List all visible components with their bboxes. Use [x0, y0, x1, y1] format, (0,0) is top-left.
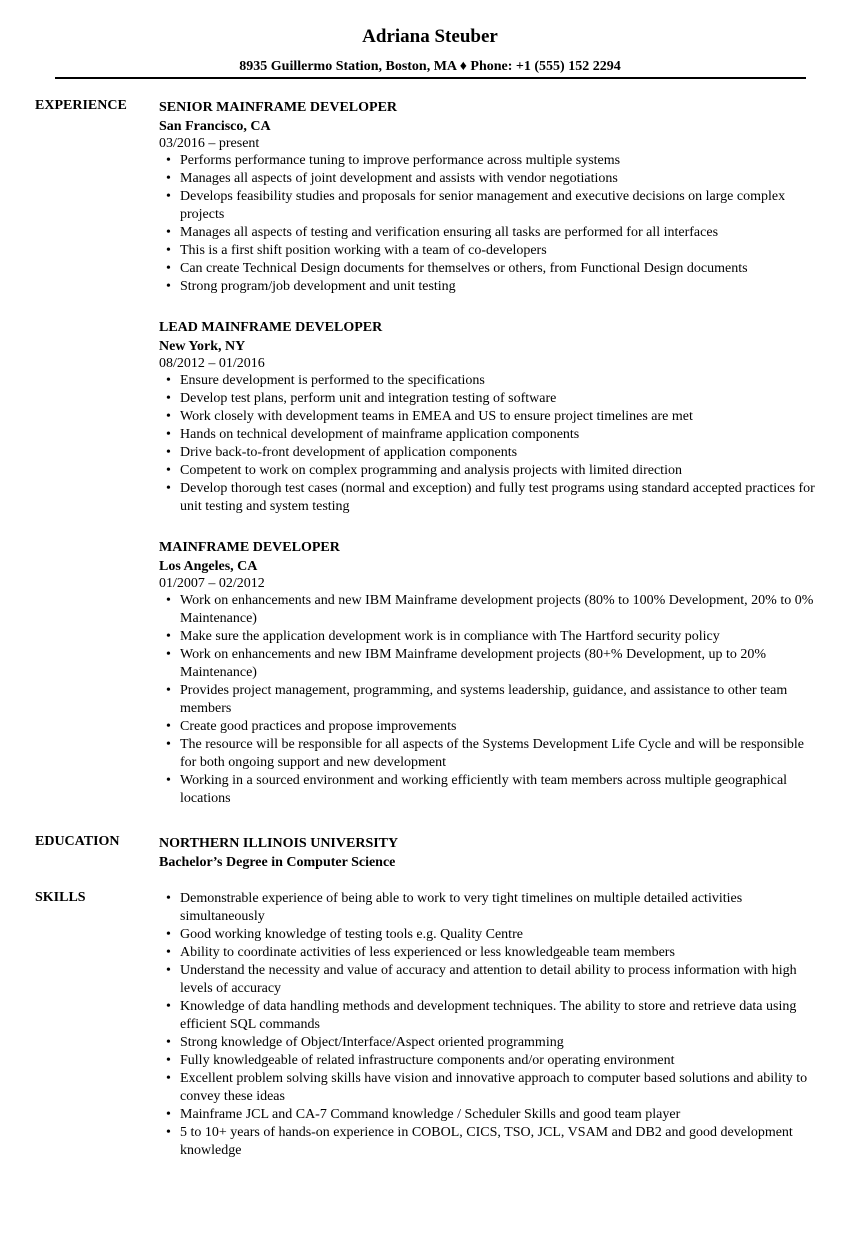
- bullet-item: • This is a first shift position working with a team of co-developers: [180, 242, 815, 260]
- bullet-item: • Develop test plans, perform unit and integration testing of software: [180, 390, 815, 408]
- school-name: NORTHERN ILLINOIS UNIVERSITY: [159, 836, 399, 851]
- job-entry: [159, 318, 815, 516]
- bullet-item: • Manages all aspects of joint development and assists with vendor negotiations: [180, 170, 815, 188]
- job-dates: 03/2016 – present: [159, 136, 260, 151]
- bullet-item: • Can create Technical Design documents for themselves or others, from Functional Design documents: [180, 260, 815, 278]
- skill-item: • Knowledge of data handling methods and development techniques. The ability to store and retrieve data using efficient SQL commands: [180, 998, 815, 1034]
- degree: Bachelor’s Degree in Computer Science: [159, 855, 396, 870]
- skill-item: • Demonstrable experience of being able to work to very tight timelines on multiple detailed activities simultaneously: [180, 890, 815, 926]
- job-entry: [159, 538, 815, 808]
- job-entry: [159, 98, 815, 296]
- experience-section: [35, 98, 815, 830]
- section-label-experience: EXPERIENCE: [35, 98, 127, 113]
- bullet-item: • Create good practices and propose improvements: [180, 718, 815, 736]
- job-bullets: [159, 592, 815, 808]
- skill-item: • Fully knowledgeable of related infrastructure components and/or operating environment: [180, 1052, 815, 1070]
- skill-item: • Good working knowledge of testing tools e.g. Quality Centre: [180, 926, 815, 944]
- skill-item: • Ability to coordinate activities of less experienced or less knowledgeable team members: [180, 944, 815, 962]
- bullet-item: • Ensure development is performed to the specifications: [180, 372, 815, 390]
- bullet-item: • Develop thorough test cases (normal and exception) and fully test programs using standard accepted practices for unit testing and system testing: [180, 480, 815, 516]
- job-title: LEAD MAINFRAME DEVELOPER: [159, 320, 383, 335]
- section-label-skills: SKILLS: [35, 890, 86, 905]
- bullet-item: • Manages all aspects of testing and verification ensuring all tasks are performed for all interfaces: [180, 224, 815, 242]
- job-title: MAINFRAME DEVELOPER: [159, 540, 340, 555]
- section-label-education: EDUCATION: [35, 834, 120, 849]
- bullet-item: • Working in a sourced environment and working efficiently with team members across multiple geographical locations: [180, 772, 815, 808]
- bullet-item: • Work on enhancements and new IBM Mainframe development projects (80% to 100% Development, 20% to 0% Maintenance): [180, 592, 815, 628]
- skills-section: [35, 890, 815, 1160]
- bullet-item: • Strong program/job development and unit testing: [180, 278, 815, 296]
- bullet-item: • Performs performance tuning to improve performance across multiple systems: [180, 152, 815, 170]
- experience-list: [159, 98, 815, 808]
- skill-item: • Excellent problem solving skills have vision and innovative approach to computer based solutions and ability to convey these ideas: [180, 1070, 815, 1106]
- header-divider: [55, 77, 806, 79]
- candidate-name: Adriana Steuber: [362, 26, 498, 47]
- job-location: New York, NY: [159, 339, 246, 354]
- job-dates: 01/2007 – 02/2012: [159, 576, 265, 591]
- bullet-item: • Develops feasibility studies and proposals for senior management and executive decisions on large complex projects: [180, 188, 815, 224]
- bullet-item: • Hands on technical development of mainframe application components: [180, 426, 815, 444]
- skills-list: [159, 890, 815, 1160]
- job-dates: 08/2012 – 01/2016: [159, 356, 265, 371]
- skill-item: • Understand the necessity and value of accuracy and attention to detail ability to process information with high levels of accuracy: [180, 962, 815, 998]
- job-location: San Francisco, CA: [159, 119, 271, 134]
- bullet-item: • Work on enhancements and new IBM Mainframe development projects (80+% Development, up to 20% Maintenance): [180, 646, 815, 682]
- bullet-item: • Drive back-to-front development of application components: [180, 444, 815, 462]
- bullet-item: • Make sure the application development work is in compliance with The Hartford security policy: [180, 628, 815, 646]
- job-bullets: [159, 372, 815, 516]
- skill-item: • Strong knowledge of Object/Interface/Aspect oriented programming: [180, 1034, 815, 1052]
- bullet-item: • The resource will be responsible for all aspects of the Systems Development Life Cycle and will be responsible for both ongoing support and new development: [180, 736, 815, 772]
- bullet-item: • Provides project management, programming, and systems leadership, guidance, and assistance to other team members: [180, 682, 815, 718]
- bullet-item: • Competent to work on complex programming and analysis projects with limited direction: [180, 462, 815, 480]
- contact-info: 8935 Guillermo Station, Boston, MA ♦ Phone: +1 (555) 152 2294: [239, 59, 621, 74]
- skill-item: • 5 to 10+ years of hands-on experience in COBOL, CICS, TSO, JCL, VSAM and DB2 and good development knowledge: [180, 1124, 815, 1160]
- bullet-item: • Work closely with development teams in EMEA and US to ensure project timelines are met: [180, 408, 815, 426]
- job-title: SENIOR MAINFRAME DEVELOPER: [159, 100, 398, 115]
- job-location: Los Angeles, CA: [159, 559, 258, 574]
- education-section: [35, 834, 815, 871]
- job-bullets: [159, 152, 815, 296]
- skill-item: • Mainframe JCL and CA-7 Command knowledge / Scheduler Skills and good team player: [180, 1106, 815, 1124]
